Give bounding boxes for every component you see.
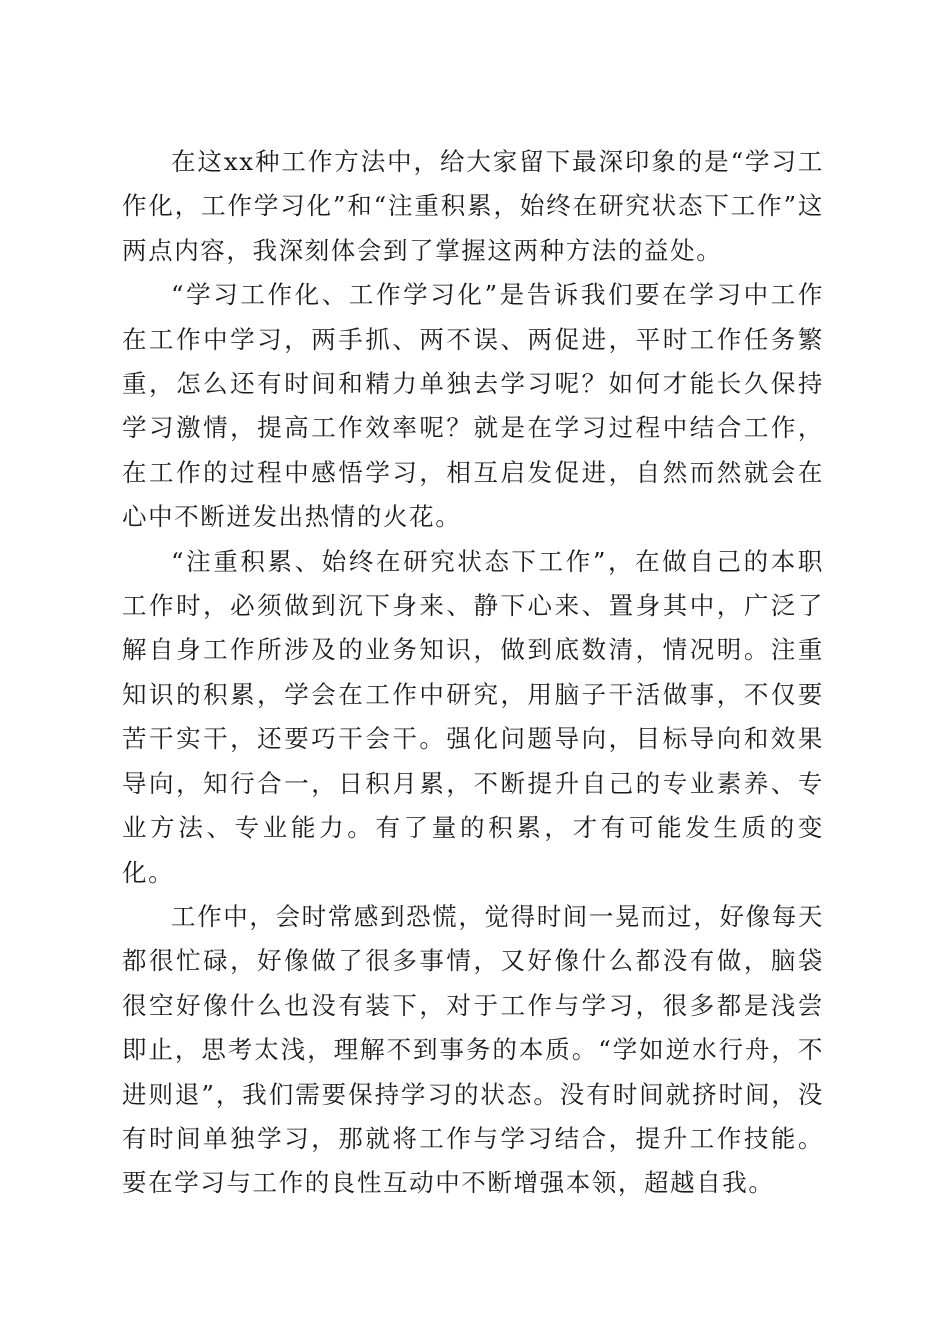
paragraph-3: “注重积累、始终在研究状态下工作”，在做自己的本职工作时，必须做到沉下身来、静下心来、置身其中，广泛了解自身工作所涉及的业务知识，做到底数清，情况明。注重知识的积累，学会在工作中研究，用脑子干活做事，不仅要苦干实干，还要巧干会干。强化问题导向，目标导向和效果导向，知行合一，日积月累，不断提升自己的专业素养、专业方法、专业能力。有了量的积累，才有可能发生质的变化。: [122, 546, 824, 887]
document-body: [122, 140, 824, 1206]
paragraph-4: 工作中，会时常感到恐慌，觉得时间一晃而过，好像每天都很忙碌，好像做了很多事情，又好像什么都没有做，脑袋很空好像什么也没有装下，对于工作与学习，很多都是浅尝即止，思考太浅，理解不到事务的本质。“学如逆水行舟，不进则退”，我们需要保持学习的状态。没有时间就挤时间，没有时间单独学习，那就将工作与学习结合，提升工作技能。要在学习与工作的良性互动中不断增强本领，超越自我。: [122, 901, 824, 1198]
paragraph-2: “学习工作化、工作学习化”是告诉我们要在学习中工作在工作中学习，两手抓、两不误、两促进，平时工作任务繁重，怎么还有时间和精力单独去学习呢？如何才能长久保持学习激情，提高工作效率呢？就是在学习过程中结合工作，在工作的过程中感悟学习，相互启发促进，自然而然就会在心中不断迸发出热情的火花。: [122, 280, 824, 532]
paragraph-1: 在这xx种工作方法中，给大家留下最深印象的是“学习工作化，工作学习化”和“注重积累，始终在研究状态下工作”这两点内容，我深刻体会到了掌握这两种方法的益处。: [122, 147, 824, 265]
